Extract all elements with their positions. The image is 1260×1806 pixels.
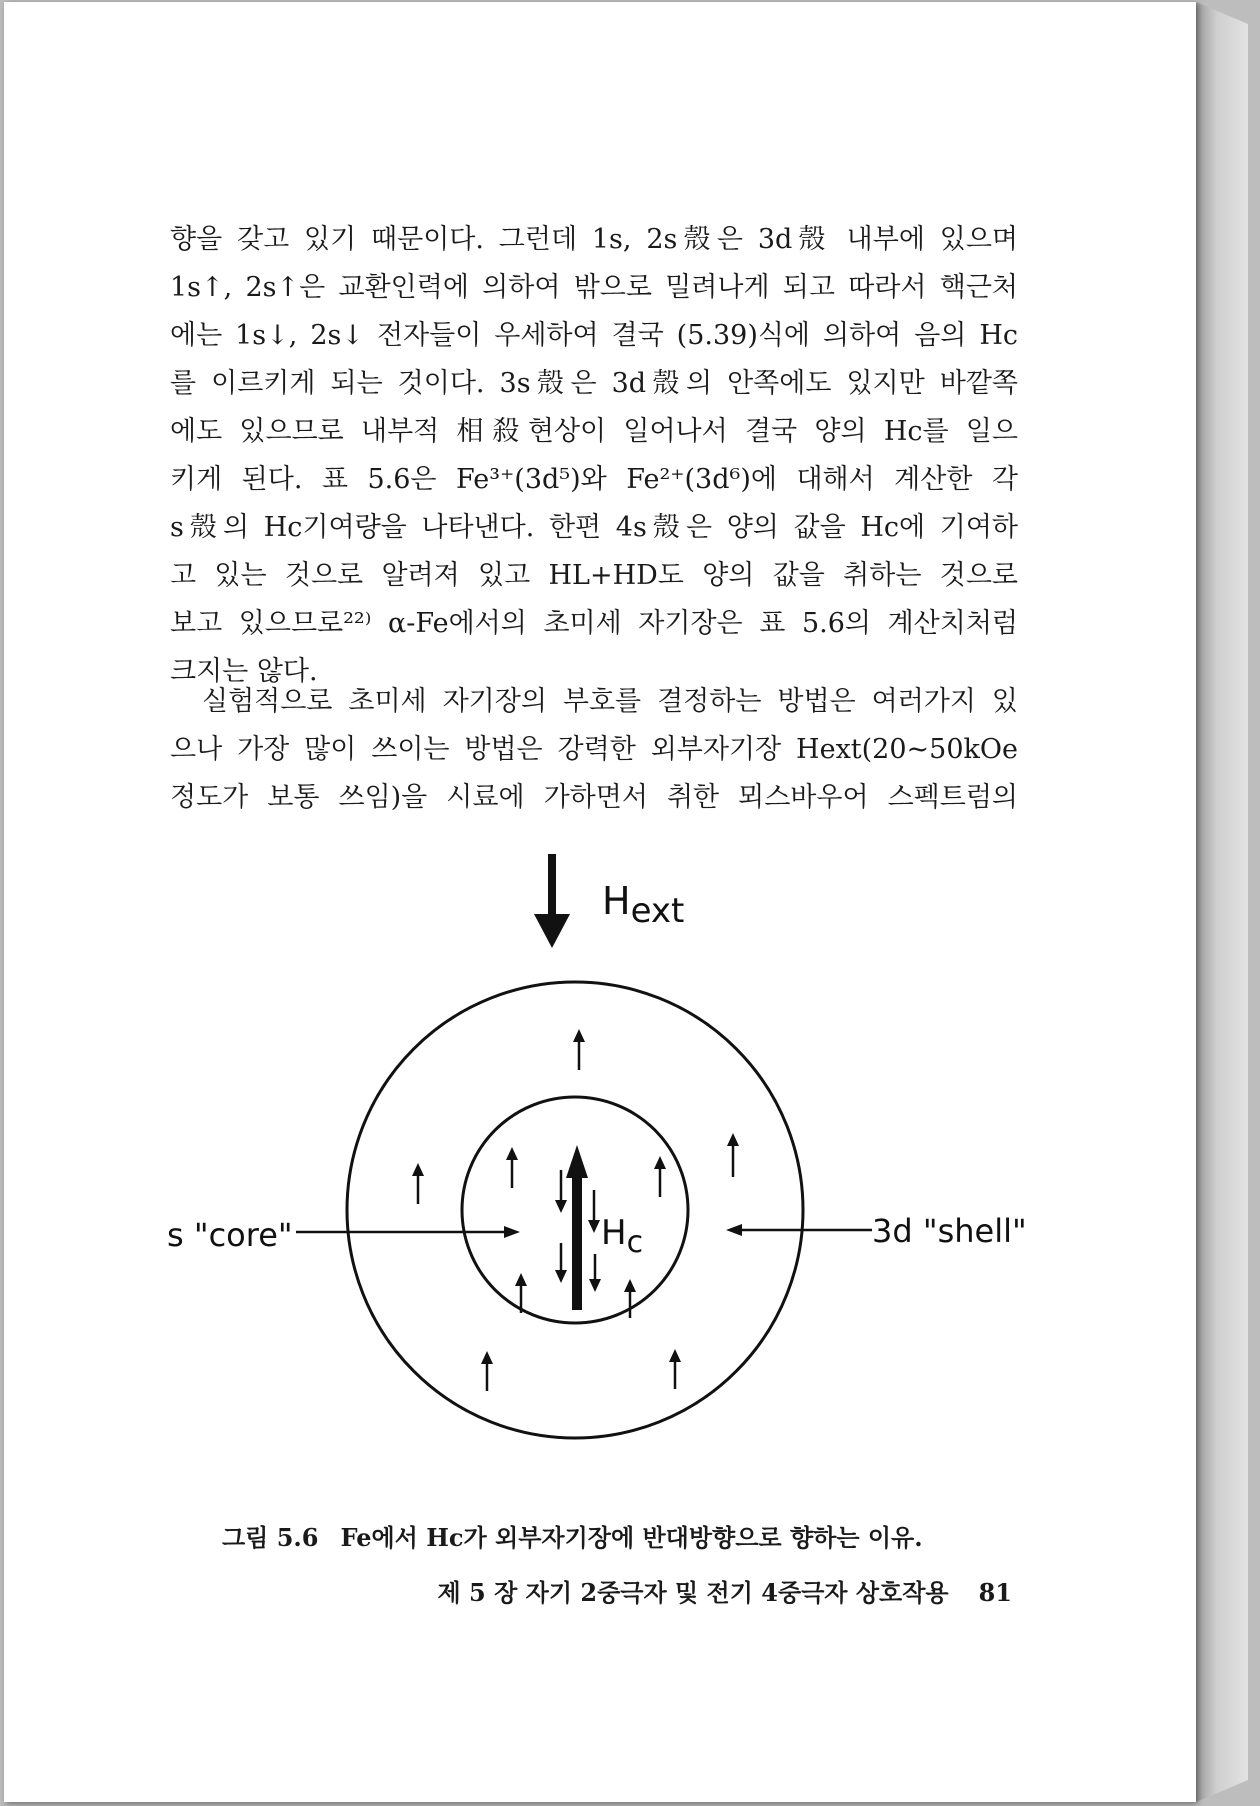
text-line: 에도 있으므로 내부적 相殺현상이 일어나서 결국 양의 Hc를 일으 <box>170 416 1018 447</box>
spin-up-arrow <box>412 1163 424 1204</box>
page-number: 81 <box>978 1578 1012 1607</box>
spin-up-arrow <box>481 1351 493 1391</box>
figure-number: 그림 5.6 <box>222 1523 319 1552</box>
shell-pointer-arrow <box>726 1224 872 1236</box>
text-line: 키게 된다. 표 5.6은 Fe³⁺(3d⁵)와 Fe²⁺(3d⁶)에 대해서 계산한 각 <box>170 464 1018 495</box>
spin-down-arrow <box>555 1170 567 1213</box>
text-line: 으나 가장 많이 쓰이는 방법은 강력한 외부자기장 Hext(20~50kOe <box>170 734 1018 765</box>
hext-arrow <box>534 854 570 948</box>
spin-down-arrow <box>589 1254 601 1292</box>
spin-up-arrow <box>654 1156 666 1197</box>
page-footer <box>438 1573 1012 1608</box>
text-line: 에는 1s↓, 2s↓ 전자들이 우세하여 결국 (5.39)식에 의하여 음의 Hc <box>170 320 1018 351</box>
core-label: s "core" <box>167 1216 293 1254</box>
figure-caption <box>222 1518 1002 1553</box>
text-line: 1s↑, 2s↑은 교환인력에 의하여 밖으로 밀려나게 되고 따라서 핵근처 <box>170 272 1018 303</box>
spin-up-arrow <box>727 1133 739 1177</box>
hc-arrow <box>566 1145 588 1310</box>
book-spine-edge <box>1196 2 1248 1802</box>
spin-up-arrow <box>669 1349 681 1389</box>
chapter-title: 제 5 장 자기 2중극자 및 전기 4중극자 상호작용 <box>437 1578 949 1607</box>
book-page <box>4 2 1196 1802</box>
hext-label: Hext <box>602 879 685 931</box>
text-line: 정도가 보통 쓰임)을 시료에 가하면서 취한 뫼스바우어 스펙트럼의 <box>170 782 1018 813</box>
spin-up-arrow <box>573 1029 585 1070</box>
spin-down-arrow <box>588 1190 600 1233</box>
text-line: 실험적으로 초미세 자기장의 부호를 결정하는 방법은 여러가지 있 <box>202 686 1018 717</box>
text-line: s殼의 Hc기여량을 나타낸다. 한편 4s殼은 양의 값을 Hc에 기여하 <box>170 512 1018 543</box>
text-line: 고 있는 것으로 알려져 있고 HL+HD도 양의 값을 취하는 것으로 <box>170 560 1018 591</box>
hc-label: Hc <box>601 1213 644 1260</box>
text-line: 크지는 않다. <box>170 656 318 687</box>
caption-text: Fe에서 Hc가 외부자기장에 반대방향으로 향하는 이유. <box>340 1523 923 1552</box>
text-line: 향을 갖고 있기 때문이다. 그런데 1s, 2s殼은 3d殼 내부에 있으며 <box>170 224 1018 255</box>
shell-label: 3d "shell" <box>872 1212 1027 1250</box>
core-pointer-arrow <box>296 1226 520 1238</box>
spin-up-arrow <box>506 1147 518 1188</box>
text-line: 보고 있으므로²²⁾ α-Fe에서의 초미세 자기장은 표 5.6의 계산치처럼 <box>170 608 1018 639</box>
spin-down-arrow <box>555 1243 567 1283</box>
text-line: 를 이르키게 되는 것이다. 3s殼은 3d殼의 안쪽에도 있지만 바깥쪽 <box>170 368 1018 399</box>
